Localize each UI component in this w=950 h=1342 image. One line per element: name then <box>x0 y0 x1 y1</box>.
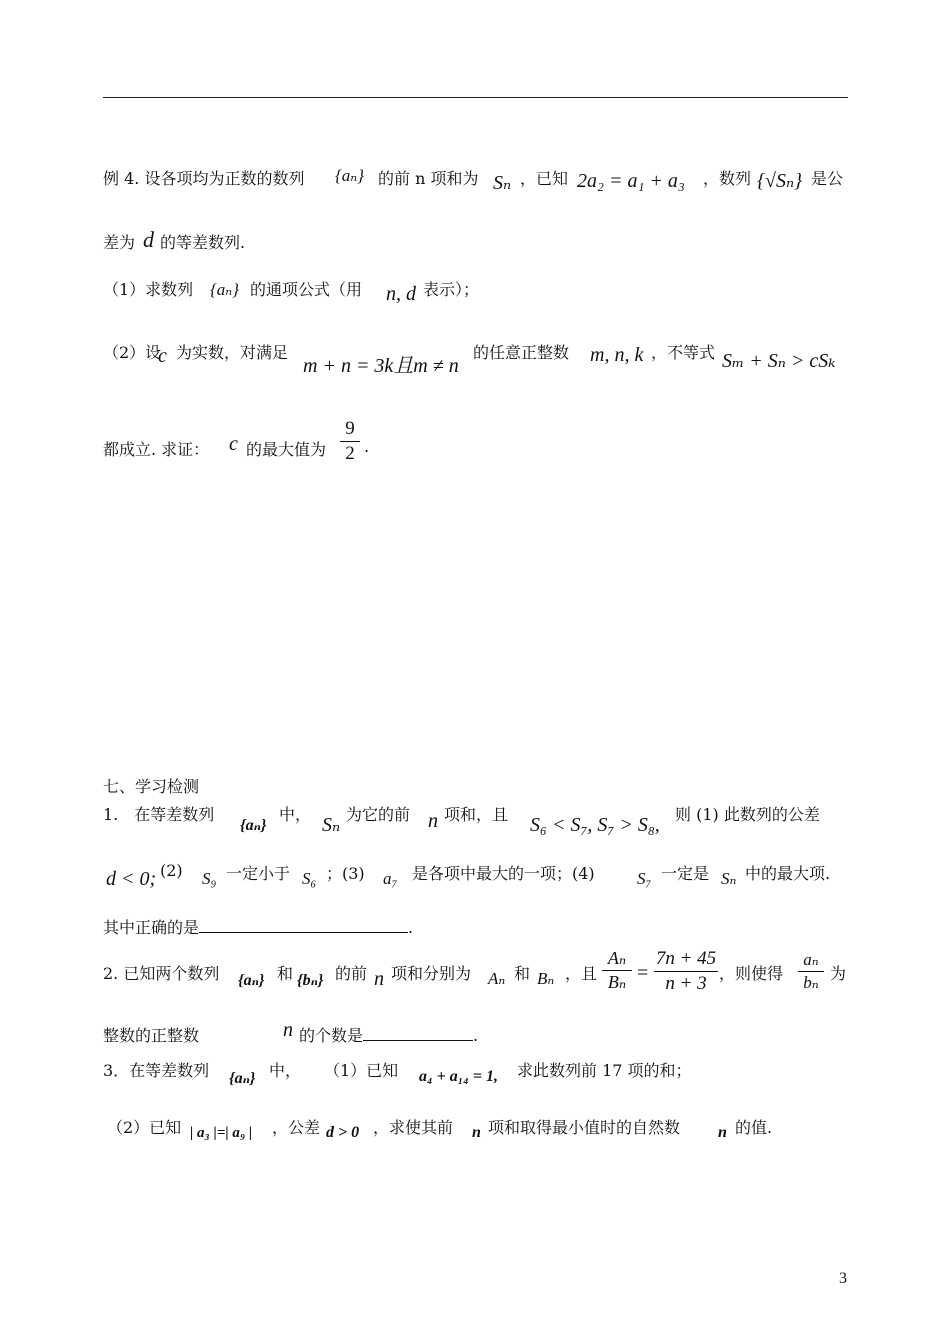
p1-text-e: 则 (1) 此数列的公差 <box>675 805 820 824</box>
fraction-bar-3 <box>798 971 824 972</box>
fraction-denominator: 2 <box>345 442 355 464</box>
math-p2-B: Bₙ <box>537 969 555 988</box>
ex4-q2-c: 的任意正整数 <box>473 343 570 362</box>
math-p1-Sn: Sₙ <box>322 814 341 836</box>
p2-text-h: 为 <box>830 964 847 983</box>
p1-text-f5: 是各项中最大的一项；(4) <box>412 864 595 883</box>
p1-end: . <box>408 918 414 937</box>
ex4-q2-f: 的最大值为 <box>246 440 327 459</box>
math-equals: = <box>637 962 649 984</box>
p3-text-i: 的值. <box>735 1118 773 1137</box>
math-p1-S6: S₆ <box>302 869 317 888</box>
p3-text-c: （1）已知 <box>324 1061 399 1080</box>
math-p2-an: {aₙ} <box>238 972 265 989</box>
ex4-text-1c: ，已知 <box>520 169 569 188</box>
ex4-q1-a: （1）求数列 <box>103 280 194 299</box>
fraction-n-plus-3: n + 3 <box>665 972 707 994</box>
math-nd: n, d <box>386 283 416 305</box>
math-seq-an: {aₙ} <box>335 166 364 185</box>
math-mnk: m, n, k <box>590 344 644 366</box>
p1-text-f4: ；(3) <box>326 864 365 883</box>
math-p3-seq: {aₙ} <box>229 1070 256 1087</box>
p3-text-b: 中， <box>269 1061 302 1080</box>
math-condition: 2a₂ = a₁ + a₃ <box>577 170 685 192</box>
ex4-text-1e: 是公 <box>811 169 844 188</box>
math-c-2: c <box>229 433 238 455</box>
p2-end: . <box>473 1026 479 1045</box>
p2-text-e: 和 <box>514 964 531 983</box>
p3-text-e: （2）已知 <box>107 1118 182 1137</box>
p3-text-a: 3．在等差数列 <box>103 1061 210 1080</box>
p2-text-j <box>299 1023 478 1046</box>
p2-text-b: 和 <box>277 964 294 983</box>
math-p1-S9: S₉ <box>202 869 217 888</box>
ex4-q1-c: 表示）； <box>423 280 480 299</box>
p1-answer-prompt: 其中正确的是 <box>103 918 200 937</box>
p1-text-c: 为它的前 <box>346 805 411 824</box>
math-p1-seq: {aₙ} <box>240 817 267 834</box>
ex4-q2-e: 都成立. 求证： <box>103 440 210 459</box>
math-p2-bn: {bₙ} <box>297 972 324 989</box>
math-d: d <box>143 227 154 252</box>
math-p2-n: n <box>374 968 384 990</box>
p1-text-g <box>103 915 413 938</box>
math-inequality: Sₘ + Sₙ > cSₖ <box>722 350 836 372</box>
fraction-7n-plus-45: 7n + 45 <box>655 948 717 969</box>
ex4-text-1a: 例 4. 设各项均为正数的数列 <box>103 169 305 188</box>
p2-answer-blank[interactable] <box>363 1040 473 1041</box>
math-p1-n: n <box>428 810 438 832</box>
math-p2-n-2: n <box>283 1019 293 1041</box>
p2-text-g: ，则使得 <box>719 964 784 983</box>
p3-text-f: ，公差 <box>272 1118 321 1137</box>
fraction-bn: bₙ <box>803 972 819 992</box>
ex4-q2-a: （2）设 <box>103 343 162 362</box>
section-heading: 七、学习检测 <box>103 777 200 796</box>
math-p1-condition: S₆ < S₇, S₇ > S₈, <box>530 814 660 836</box>
p3-text-d: 求此数列前 17 项的和； <box>517 1061 692 1080</box>
fraction-An: Aₙ <box>607 948 627 968</box>
p2-text-f: ，且 <box>565 964 598 983</box>
p1-text-f2: (2) <box>160 861 183 880</box>
p1-answer-blank[interactable] <box>199 932 408 933</box>
ex4-q2-d: ，不等式 <box>651 343 716 362</box>
p2-text-d: 项和分别为 <box>391 964 472 983</box>
math-p3-n-2: n <box>718 1124 727 1141</box>
ex4-text-1b: 的前 n 项和为 <box>378 169 479 188</box>
math-p3-d-pos: d > 0 <box>326 1124 360 1141</box>
math-q2-condition: m + n = 3k且m ≠ n <box>303 355 459 377</box>
math-sqrt-seq: {√Sₙ} <box>757 170 803 192</box>
fraction-bar-2 <box>654 971 718 972</box>
p1-text-f7: 中的最大项. <box>745 864 831 883</box>
ex4-q2-end: . <box>364 437 370 456</box>
math-c: c <box>158 345 167 367</box>
page-number: 3 <box>839 1270 847 1287</box>
fraction-numerator: 9 <box>345 418 355 439</box>
fraction-an-over-bn <box>798 950 824 992</box>
p2-text-i: 整数的正整数 <box>103 1026 200 1045</box>
math-p1-Sn-2: Sₙ <box>721 869 737 888</box>
fraction-9-over-2 <box>340 418 360 465</box>
fraction-an: aₙ <box>803 950 819 969</box>
ex4-text-2b: 的等差数列. <box>160 233 246 252</box>
math-Sn: Sₙ <box>493 172 512 194</box>
ex4-text-2a: 差为 <box>103 233 136 252</box>
math-p3-condition: a₄ + a₁₄ = 1, <box>419 1068 498 1085</box>
p1-text-f6: 一定是 <box>661 864 710 883</box>
p1-text-a: 1. 在等差数列 <box>103 805 215 824</box>
p3-text-h: 项和取得最小值时的自然数 <box>488 1118 681 1137</box>
ex4-q1-b: 的通项公式（用 <box>250 280 363 299</box>
math-p1-S7: S₇ <box>637 869 652 888</box>
fraction-bar-1 <box>602 970 632 971</box>
p1-text-d: 项和，且 <box>444 805 509 824</box>
math-seq-an-q1: {aₙ} <box>210 280 239 299</box>
p2-text-c: 的前 <box>335 964 368 983</box>
fraction-bar <box>340 441 360 442</box>
p1-text-b: 中， <box>279 805 312 824</box>
fraction-An-over-Bn <box>602 948 632 992</box>
p2-text-a: 2. 已知两个数列 <box>103 964 220 983</box>
header-rule <box>103 97 848 98</box>
math-p3-n: n <box>472 1124 481 1141</box>
fraction-7n45-over-n3 <box>654 948 718 995</box>
p3-text-g: ，求使其前 <box>373 1118 454 1137</box>
math-p1-a7: a₇ <box>383 869 398 888</box>
p2-answer-prompt: 的个数是 <box>299 1026 364 1045</box>
p1-text-f3: 一定小于 <box>226 864 291 883</box>
ex4-text-1d: ，数列 <box>703 169 752 188</box>
math-p3-abs: | a₃ |=| a₉ | <box>190 1125 253 1141</box>
fraction-Bn: Bₙ <box>607 971 627 992</box>
math-p2-A: Aₙ <box>488 969 506 988</box>
ex4-q2-b: 为实数，对满足 <box>176 343 289 362</box>
math-p1-d-neg: d < 0; <box>106 868 157 890</box>
